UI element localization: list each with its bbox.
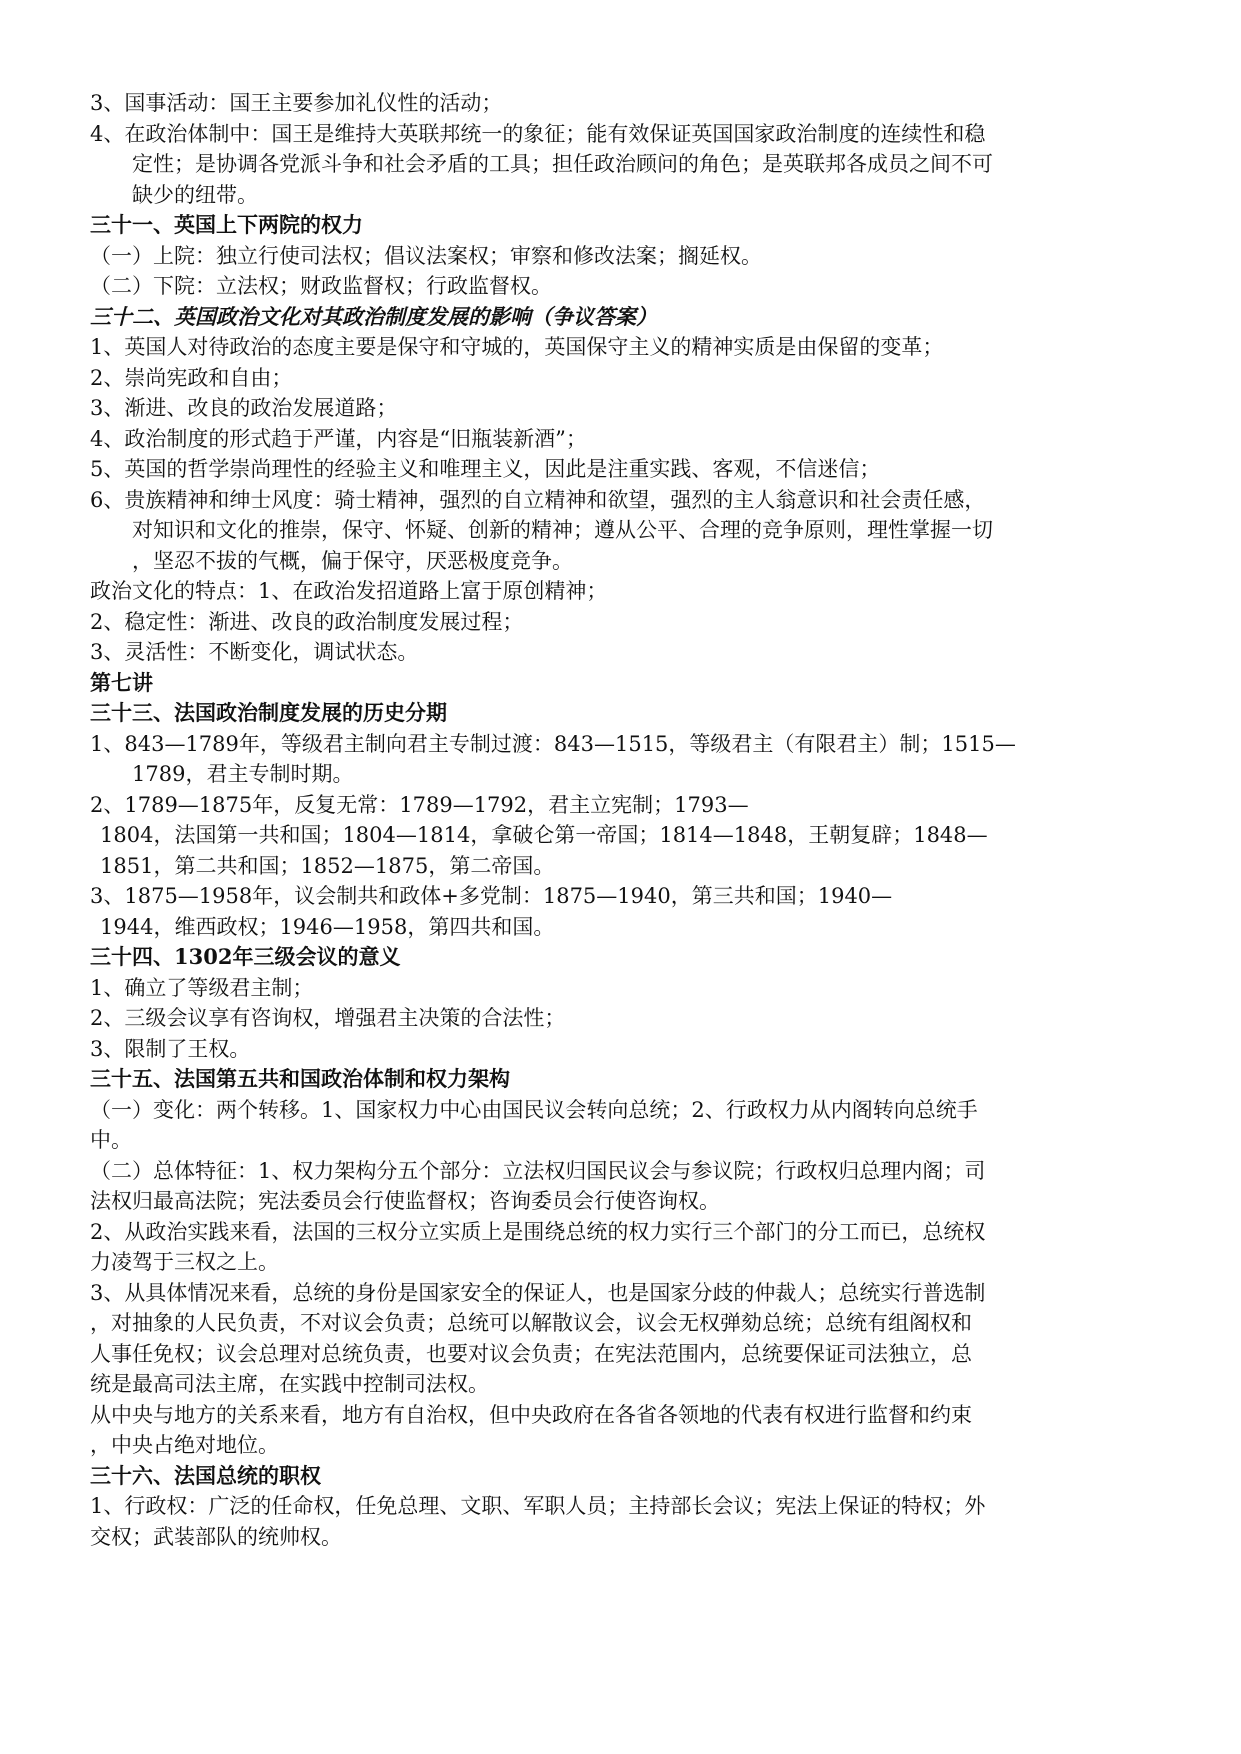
text-line: 中。 <box>90 1128 132 1152</box>
text-line: ，坚忍不拔的气概，偏于保守，厌恶极度竞争。 <box>132 548 573 573</box>
text-line: 3、限制了王权。 <box>90 1036 251 1061</box>
section-heading: 三十六、法国总统的职权 <box>90 1462 321 1488</box>
document-page <box>90 88 1165 1552</box>
text-line: 定性；是协调各党派斗争和社会矛盾的工具；担任政治顾问的角色；是英联邦各成员之间不可 <box>132 152 993 176</box>
text-line: （二）总体特征：1、权力架构分五个部分：立法权归国民议会与参议院；行政权归总理内阁；司 <box>90 1158 986 1183</box>
text-line: 1、行政权：广泛的任命权，任免总理、文职、军职人员；主持部长会议；宪法上保证的特权；外 <box>90 1494 986 1518</box>
text-line: 1、843—1789年，等级君主制向君主专制过渡：843—1515，等级君主（有限君主）制；1515— <box>90 731 1016 756</box>
text-line: 2、三级会议享有咨询权，增强君主决策的合法性； <box>90 1006 566 1030</box>
text-line: 对知识和文化的推崇，保守、怀疑、创新的精神；遵从公平、合理的竞争原则，理性掌握一切 <box>132 518 993 542</box>
text-line: 交权；武装部队的统帅权。 <box>90 1524 342 1549</box>
text-line: ，中央占绝对地位。 <box>90 1433 279 1457</box>
text-line: 从中央与地方的关系来看，地方有自治权，但中央政府在各省各领地的代表有权进行监督和约束 <box>90 1402 972 1427</box>
text-line: ，对抽象的人民负责，不对议会负责；总统可以解散议会，议会无权弹劾总统；总统有组阁权和 <box>90 1311 972 1335</box>
text-line: 1、英国人对待政治的态度主要是保守和守城的，英国保守主义的精神实质是由保留的变革； <box>90 335 944 359</box>
text-line: 统是最高司法主席，在实践中控制司法权。 <box>90 1372 489 1396</box>
section-heading: 三十二、英国政治文化对其政治制度发展的影响（争议答案） <box>90 303 657 329</box>
text-line: （一）变化：两个转移。1、国家权力中心由国民议会转向总统；2、行政权力从内阁转向总统手 <box>90 1097 978 1122</box>
text-line: 2、1789—1875年，反复无常：1789—1792，君主立宪制；1793— <box>90 792 749 817</box>
text-line: 力凌驾于三权之上。 <box>90 1250 279 1274</box>
text-line: 2、从政治实践来看，法国的三权分立实质上是围绕总统的权力实行三个部门的分工而已，总统权 <box>90 1219 986 1244</box>
text-line: 1、确立了等级君主制； <box>90 975 314 1000</box>
section-heading: 三十四、1302年三级会议的意义 <box>90 944 401 969</box>
text-line: （二）下院：立法权；财政监督权；行政监督权。 <box>90 274 552 298</box>
text-line: 政治文化的特点：1、在政治发招道路上富于原创精神； <box>90 579 608 603</box>
text-line: 4、政治制度的形式趋于严谨，内容是“旧瓶装新酒”； <box>90 426 587 451</box>
text-line: 缺少的纽带。 <box>132 182 258 207</box>
text-line: 3、灵活性：不断变化，调试状态。 <box>90 640 419 664</box>
text-line: 1789，君主专制时期。 <box>132 762 354 786</box>
text-line: 2、崇尚宪政和自由； <box>90 365 293 390</box>
text-line: 1944，维西政权；1946—1958，第四共和国。 <box>100 914 555 939</box>
text-line: 4、在政治体制中：国王是维持大英联邦统一的象征；能有效保证英国国家政治制度的连续性和稳 <box>90 121 986 146</box>
text-line: （一）上院：独立行使司法权；倡议法案权；审察和修改法案；搁延权。 <box>90 243 762 268</box>
section-heading: 三十一、英国上下两院的权力 <box>90 212 363 237</box>
text-line: 3、国事活动：国王主要参加礼仪性的活动； <box>90 91 503 115</box>
text-line: 1851，第二共和国；1852—1875，第二帝国。 <box>100 853 555 878</box>
section-heading: 三十三、法国政治制度发展的历史分期 <box>90 700 447 725</box>
section-heading: 三十五、法国第五共和国政治体制和权力架构 <box>90 1066 510 1091</box>
text-line: 5、英国的哲学崇尚理性的经验主义和唯理主义，因此是注重实践、客观，不信迷信； <box>90 457 881 481</box>
text-line: 3、从具体情况来看，总统的身份是国家安全的保证人，也是国家分歧的仲裁人；总统实行普选制 <box>90 1280 986 1305</box>
text-line: 1804，法国第一共和国；1804—1814，拿破仑第一帝国；1814—1848，王朝复辟；1848— <box>100 823 988 847</box>
text-line: 2、稳定性：渐进、改良的政治制度发展过程； <box>90 609 524 634</box>
text-line: 法权归最高法院；宪法委员会行使监督权；咨询委员会行使咨询权。 <box>90 1189 720 1213</box>
text-line: 6、贵族精神和绅士风度：骑士精神，强烈的自立精神和欲望，强烈的主人翁意识和社会责任感， <box>90 487 986 512</box>
lecture-heading: 第七讲 <box>90 669 153 695</box>
text-line: 3、1875—1958年，议会制共和政体+多党制：1875—1940，第三共和国；1940— <box>90 884 893 908</box>
text-line: 3、渐进、改良的政治发展道路； <box>90 396 398 420</box>
text-line: 人事任免权；议会总理对总统负责，也要对议会负责；在宪法范围内，总统要保证司法独立，总 <box>90 1341 972 1366</box>
